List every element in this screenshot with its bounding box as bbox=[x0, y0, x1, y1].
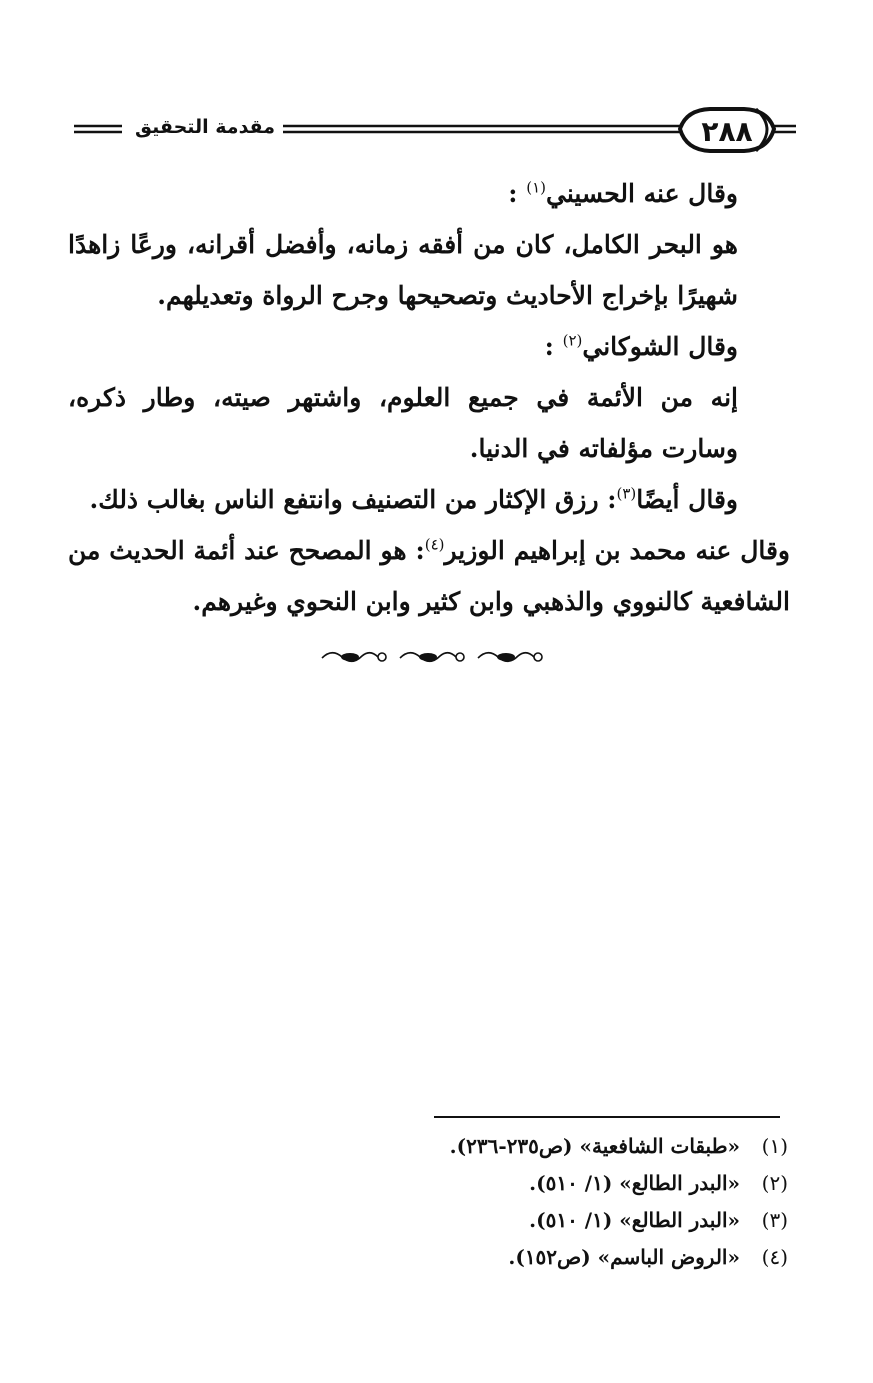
paragraph bbox=[68, 474, 790, 525]
footnote-ref: (١) bbox=[526, 178, 546, 197]
section-ornament bbox=[318, 644, 546, 670]
page-header bbox=[0, 0, 873, 170]
footnote bbox=[300, 1165, 788, 1202]
paragraph-text: : bbox=[508, 179, 518, 208]
main-text bbox=[68, 168, 790, 627]
footnotes bbox=[300, 1128, 788, 1276]
paragraph-text: : رزق الإكثار من التصنيف وانتفع الناس بغالب ذلك. bbox=[89, 485, 617, 514]
paragraph: إنه من الأئمة في جميع العلوم، واشتهر صيته، وطار ذكره، وسارت مؤلفاته في الدنيا. bbox=[68, 383, 738, 463]
footnote-number: (١) bbox=[761, 1134, 788, 1158]
footnote-ref: (٢) bbox=[562, 331, 583, 350]
paragraph bbox=[68, 168, 790, 219]
running-title: مقدمة التحقيق bbox=[135, 116, 275, 138]
paragraph-text: وقال أيضًا bbox=[636, 485, 738, 514]
footnote-text: «طبقات الشافعية» (ص٢٣٥-٢٣٦). bbox=[449, 1134, 740, 1158]
footnote-number: (٤) bbox=[761, 1245, 788, 1269]
footnote-separator bbox=[434, 1116, 780, 1118]
footnote bbox=[300, 1202, 788, 1239]
paragraph-text: : bbox=[544, 332, 554, 361]
footnote bbox=[300, 1128, 788, 1165]
paragraph: هو البحر الكامل، كان من أفقه زمانه، وأفضل أقرانه، ورعًا زاهدًا شهيرًا بإخراج الأحاديث وتصحيحها وجرح الرواة وتعديلهم. bbox=[68, 230, 738, 310]
footnote bbox=[300, 1239, 788, 1276]
footnote-ref: (٣) bbox=[616, 484, 637, 503]
paragraph bbox=[68, 321, 790, 372]
footnote-text: «الروض الباسم» (ص١٥٢). bbox=[508, 1245, 740, 1269]
footnote-number: (٢) bbox=[761, 1171, 788, 1195]
footnote-ref: (٤) bbox=[424, 535, 445, 554]
footnote-text: «البدر الطالع» (١/ ٥١٠). bbox=[529, 1171, 740, 1195]
paragraph-text: وقال عنه محمد بن إبراهيم الوزير bbox=[444, 536, 791, 565]
paragraph bbox=[68, 525, 790, 627]
paragraph-text: : هو المصحح عند أئمة الحديث من الشافعية كالنووي والذهبي وابن كثير وابن النحوي وغيرهم. bbox=[68, 536, 790, 616]
footnote-text: «البدر الطالع» (١/ ٥١٠). bbox=[529, 1208, 740, 1232]
page-number: ٢٨٨ bbox=[701, 114, 753, 148]
footnote-number: (٣) bbox=[761, 1208, 788, 1232]
paragraph-text: وقال عنه الحسيني bbox=[545, 179, 738, 208]
paragraph-text: وقال الشوكاني bbox=[582, 332, 738, 361]
